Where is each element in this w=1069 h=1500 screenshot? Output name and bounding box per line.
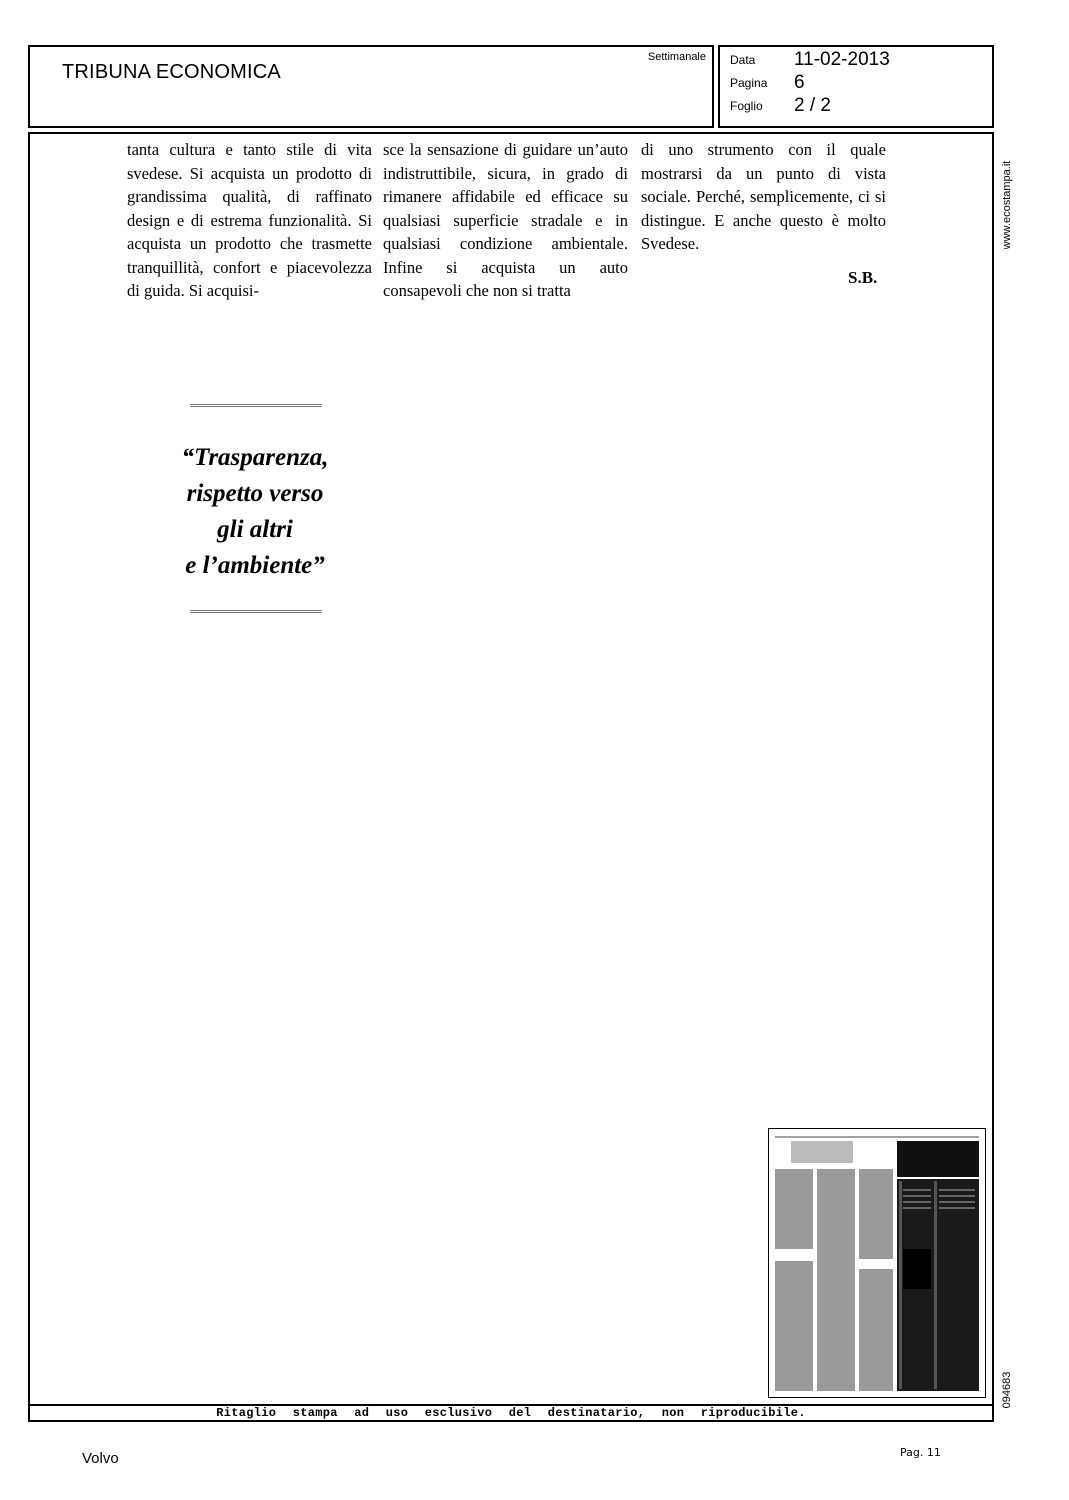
- page-label: Pagina: [730, 76, 768, 90]
- footer-topic: Volvo: [82, 1450, 119, 1467]
- date-label: Data: [730, 53, 756, 67]
- frequency-label: Settimanale: [647, 51, 706, 63]
- page-value: 6: [794, 72, 805, 93]
- sheet-value: 2 / 2: [794, 95, 831, 116]
- pull-quote-line: gli altri: [217, 516, 293, 543]
- footer-page-number: Pag. 11: [900, 1446, 941, 1459]
- article-text-2: sce la sensazione di guidare un’auto indistruttibile, sicura, in grado di rimanere affidabile ed efficace su qualsiasi superficie stradale e in qualsiasi condizione ambientale. Infine si acquista un auto consapevoli che non si tratta: [383, 140, 628, 300]
- side-code-text: 094683: [1001, 1371, 1013, 1409]
- date-value: 11-02-2013: [794, 49, 890, 70]
- article-column-1: [127, 138, 372, 303]
- article-column-2: [383, 138, 628, 303]
- header-meta-box: [718, 45, 994, 128]
- article-text-3: di uno strumento con il quale mostrarsi da un punto di vista sociale. Perché, semplicemente, ci si distingue. E anche questo è molto Svedese.: [641, 140, 886, 253]
- pull-quote-line: rispetto verso: [186, 480, 324, 507]
- header-publication-box: [28, 45, 714, 128]
- pull-quote-line: e l’ambiente”: [185, 552, 325, 579]
- article-frame: [28, 132, 994, 1422]
- header-divider: [712, 45, 714, 128]
- quote-rule-bottom: [190, 610, 322, 613]
- side-url: [996, 140, 1018, 270]
- page-thumbnail-image: [769, 1129, 985, 1397]
- pull-quote-line: “Trasparenza,: [181, 444, 329, 471]
- publication-title: TRIBUNA ECONOMICA: [62, 61, 281, 83]
- quote-rule-top: [190, 404, 322, 407]
- side-code: [996, 1365, 1018, 1415]
- pull-quote: [130, 440, 380, 584]
- page-thumbnail: [768, 1128, 986, 1398]
- article-column-3: [641, 138, 886, 256]
- sheet-label: Foglio: [730, 99, 763, 113]
- side-url-text: www.ecostampa.it: [1001, 160, 1013, 250]
- author-signature: S.B.: [848, 268, 878, 287]
- article-text-1: tanta cultura e tanto stile di vita svedese. Si acquista un prodotto di grandissima qualità, di raffinato design e di estrema funzionalità. Si acquista un prodotto che trasmette tranquillità, confort e piacevolezza di guida. Si acquisi-: [127, 140, 372, 300]
- disclaimer-text: Ritaglio stampa ad uso esclusivo del destinatario, non riproducibile.: [216, 1406, 806, 1420]
